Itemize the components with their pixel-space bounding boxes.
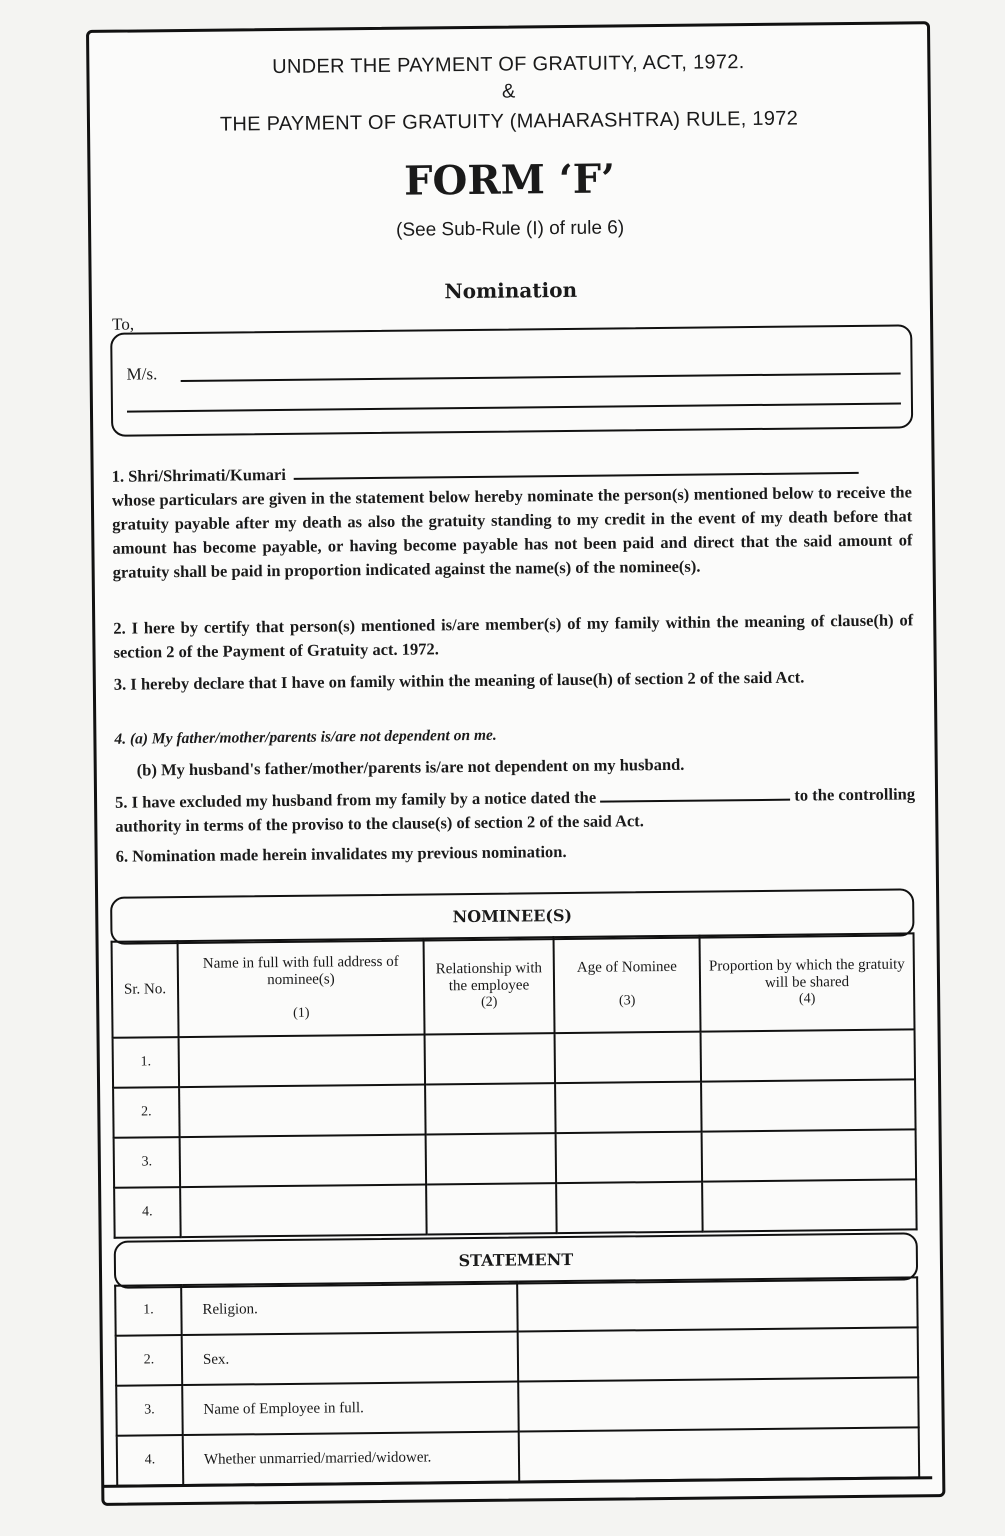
form-page: [86, 21, 945, 1506]
notice-date-field[interactable]: [600, 787, 790, 803]
header-relationship: Relationship with the employee (2): [424, 937, 555, 1034]
age-cell[interactable]: [555, 1032, 702, 1084]
statement-row: [115, 1277, 917, 1335]
rule-heading: THE PAYMENT OF GRATUITY (MAHARASHTRA) RULE, 1972: [219, 107, 799, 136]
relationship-cell[interactable]: [425, 1033, 556, 1084]
nominee-row: [113, 1079, 915, 1137]
header-sr-no: Sr. No.: [112, 941, 179, 1038]
header-proportion: Proportion by which the gratuity will be shared (4): [700, 933, 915, 1031]
declaration-1-text: whose particulars are given in the statement below hereby nominate the person(s) mentioned below to receive the gratuity payable after my death as also the gratuity standing to my credit in the event of my death before that amount has become payable, or having become payable has not been paid and direct that the said amount of gratuity shall be paid in proportion indicated against the name(s) of the nominee(s).: [111, 482, 913, 582]
proportion-cell[interactable]: [702, 1129, 917, 1181]
declaration-2: 2. I here by certify that person(s) mentioned is/are member(s) of my family within the meaning of clause(h) of section 2 of the Payment of Gratuity act. 1972.: [113, 610, 914, 662]
to-label: To,: [111, 314, 135, 334]
nominee-row: [113, 1029, 915, 1087]
statement-row: [116, 1327, 918, 1385]
ms-label: M/s.: [126, 364, 158, 384]
nominees-caption: NOMINEE(S): [110, 888, 914, 944]
proportion-cell[interactable]: [702, 1179, 917, 1231]
age-cell[interactable]: [555, 1082, 702, 1134]
statement-label: Name of Employee in full.: [182, 1382, 519, 1436]
declaration-1: [112, 456, 913, 584]
declaration-4a: 4. (a) My father/mother/parents is/are not dependent on me.: [114, 726, 497, 748]
nominee-row: [114, 1179, 916, 1237]
nominee-row: [114, 1129, 916, 1187]
relationship-cell[interactable]: [426, 1133, 557, 1184]
declarant-label: 1. Shri/Shrimati/Kumari: [111, 464, 286, 486]
nominees-header-row: [112, 933, 915, 1037]
employee-name-value-cell[interactable]: [518, 1377, 919, 1431]
declaration-3: 3. I hereby declare that I have on family within the meaning of lause(h) of section 2 of the said Act.: [113, 667, 805, 694]
sr-no: 4.: [114, 1187, 181, 1238]
sex-value-cell[interactable]: [518, 1327, 919, 1381]
statement-row: [116, 1377, 918, 1435]
nominee-name-cell[interactable]: [180, 1185, 427, 1238]
declaration-5-pre: 5. I have excluded my husband from my family by a notice dated the: [114, 787, 597, 812]
religion-value-cell[interactable]: [517, 1277, 918, 1331]
ampersand: &: [501, 80, 516, 103]
proportion-cell[interactable]: [701, 1079, 916, 1131]
form-title: FORM ‘F’: [403, 155, 616, 205]
sr-no: 2.: [113, 1087, 180, 1138]
declarant-name-field[interactable]: [294, 460, 859, 480]
address-box: [110, 324, 913, 436]
declaration-4b: (b) My husband's father/mother/parents is/are not dependent on my husband.: [136, 754, 685, 780]
header-name: Name in full with full address of nominee(s) (1): [178, 939, 425, 1038]
sr-no: 3.: [114, 1137, 181, 1188]
sr-no: 4.: [117, 1435, 184, 1486]
ms-field[interactable]: [181, 372, 901, 382]
sr-no: 1.: [113, 1037, 180, 1088]
nominee-name-cell[interactable]: [179, 1035, 426, 1088]
statement-label: Sex.: [182, 1332, 519, 1386]
nominee-name-cell[interactable]: [179, 1085, 426, 1138]
statement-caption: STATEMENT: [114, 1232, 918, 1288]
relationship-cell[interactable]: [425, 1083, 556, 1134]
nominee-name-cell[interactable]: [180, 1135, 427, 1188]
statement-table: [114, 1276, 920, 1486]
act-heading: UNDER THE PAYMENT OF GRATUITY, ACT, 1972.: [272, 51, 745, 79]
statement-label: Whether unmarried/married/widower.: [183, 1432, 520, 1486]
declaration-5: [115, 782, 915, 838]
age-cell[interactable]: [556, 1182, 703, 1234]
section-title: Nomination: [444, 277, 578, 304]
sr-no: 3.: [116, 1385, 183, 1436]
declaration-5-post: to the controlling authority in terms of the proviso to the clause(s) of section 2 of the said Act.: [115, 784, 916, 836]
proportion-cell[interactable]: [701, 1029, 916, 1081]
relationship-cell[interactable]: [426, 1183, 557, 1234]
nominees-table: [111, 932, 918, 1238]
sr-no: 2.: [116, 1335, 183, 1386]
declaration-6: 6. Nomination made herein invalidates my previous nomination.: [115, 842, 567, 866]
sub-rule-reference: (See Sub-Rule (I) of rule 6): [395, 217, 625, 241]
header-age: Age of Nominee (3): [554, 936, 701, 1034]
sr-no: 1.: [115, 1285, 182, 1336]
age-cell[interactable]: [556, 1132, 703, 1184]
statement-label: Religion.: [181, 1282, 518, 1336]
marital-status-value-cell[interactable]: [519, 1427, 920, 1481]
address-line-2-field[interactable]: [127, 402, 901, 412]
